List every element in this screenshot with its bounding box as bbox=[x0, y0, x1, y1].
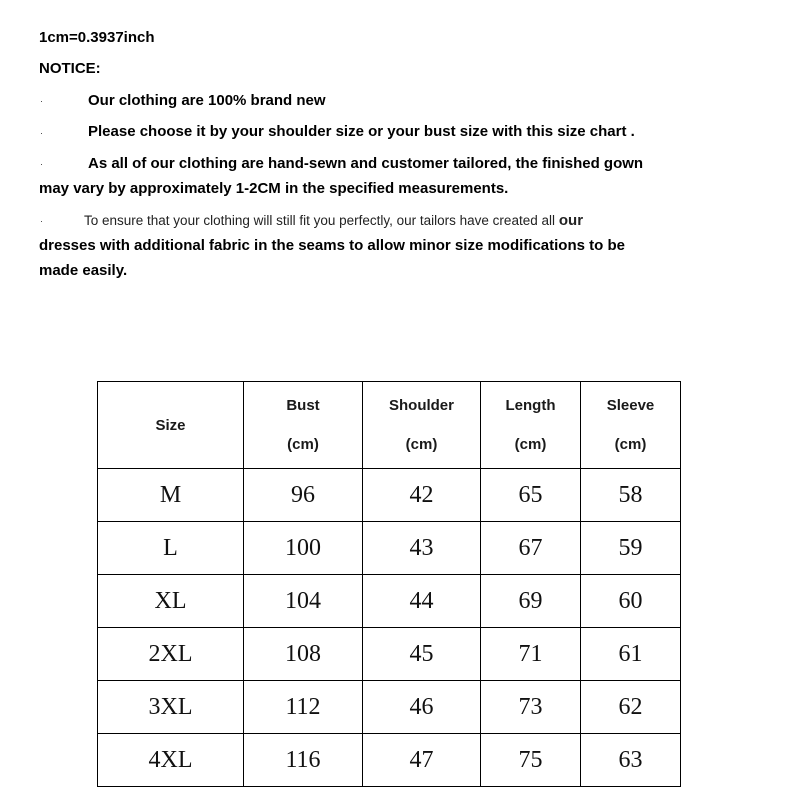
cell-shoulder: 47 bbox=[363, 734, 481, 787]
header-shoulder bbox=[363, 382, 481, 469]
cell-shoulder: 45 bbox=[363, 628, 481, 681]
cell-shoulder: 42 bbox=[363, 469, 481, 522]
header-unit: (cm) bbox=[405, 436, 438, 453]
header-unit: (cm) bbox=[614, 436, 647, 453]
cell-shoulder: 46 bbox=[363, 681, 481, 734]
cell-shoulder: 43 bbox=[363, 522, 481, 575]
header-unit: (cm) bbox=[287, 436, 319, 453]
cell-bust: 100 bbox=[244, 522, 363, 575]
table-row bbox=[98, 522, 681, 575]
cell-size: 4XL bbox=[98, 734, 244, 787]
notice-line-4a bbox=[84, 212, 583, 229]
notice-line-3a: As all of our clothing are hand-sewn and customer tailored, the finished gown bbox=[88, 155, 644, 172]
size-chart-table bbox=[97, 381, 681, 787]
cell-bust: 116 bbox=[244, 734, 363, 787]
header-label: Bust bbox=[286, 397, 320, 414]
header-sleeve bbox=[581, 382, 681, 469]
notice-line-4a-light: To ensure that your clothing will still fit you perfectly, our tailors have created all bbox=[84, 213, 555, 228]
bullet-dot: · bbox=[40, 159, 43, 169]
header-label: Size bbox=[155, 416, 186, 434]
table-header-row bbox=[98, 382, 681, 469]
cell-bust: 104 bbox=[244, 575, 363, 628]
cell-sleeve: 61 bbox=[581, 628, 681, 681]
notice-line-1: Our clothing are 100% brand new bbox=[88, 92, 326, 109]
bullet-dot: · bbox=[40, 96, 43, 106]
notice-line-3b: may vary by approximately 1-2CM in the specified measurements. bbox=[39, 180, 509, 197]
header-size bbox=[98, 382, 244, 469]
cell-size: L bbox=[98, 522, 244, 575]
header-label: Sleeve bbox=[606, 397, 655, 414]
cell-length: 75 bbox=[481, 734, 581, 787]
cell-shoulder: 44 bbox=[363, 575, 481, 628]
cell-length: 67 bbox=[481, 522, 581, 575]
cell-sleeve: 63 bbox=[581, 734, 681, 787]
cell-sleeve: 60 bbox=[581, 575, 681, 628]
header-unit: (cm) bbox=[514, 436, 547, 453]
table-row bbox=[98, 734, 681, 787]
cell-sleeve: 62 bbox=[581, 681, 681, 734]
header-length bbox=[481, 382, 581, 469]
cell-length: 65 bbox=[481, 469, 581, 522]
unit-conversion: 1cm=0.3937inch bbox=[39, 29, 155, 46]
cell-size: 3XL bbox=[98, 681, 244, 734]
cell-size: XL bbox=[98, 575, 244, 628]
cell-size: M bbox=[98, 469, 244, 522]
header-bust bbox=[244, 382, 363, 469]
notice-title: NOTICE: bbox=[39, 60, 101, 77]
cell-bust: 96 bbox=[244, 469, 363, 522]
bullet-dot: · bbox=[40, 128, 43, 138]
table-row bbox=[98, 575, 681, 628]
notice-line-4b: dresses with additional fabric in the seams to allow minor size modifications to be bbox=[39, 237, 625, 254]
notice-line-4a-bold: our bbox=[558, 212, 584, 229]
table-row bbox=[98, 469, 681, 522]
cell-bust: 112 bbox=[244, 681, 363, 734]
bullet-dot: · bbox=[40, 216, 43, 226]
table-row bbox=[98, 681, 681, 734]
header-label: Length bbox=[505, 397, 556, 414]
cell-sleeve: 59 bbox=[581, 522, 681, 575]
cell-sleeve: 58 bbox=[581, 469, 681, 522]
notice-line-2: Please choose it by your shoulder size or your bust size with this size chart . bbox=[88, 123, 635, 140]
cell-length: 71 bbox=[481, 628, 581, 681]
table-row bbox=[98, 628, 681, 681]
cell-length: 73 bbox=[481, 681, 581, 734]
notice-line-4c: made easily. bbox=[39, 262, 128, 279]
header-label: Shoulder bbox=[388, 397, 454, 414]
cell-length: 69 bbox=[481, 575, 581, 628]
cell-size: 2XL bbox=[98, 628, 244, 681]
cell-bust: 108 bbox=[244, 628, 363, 681]
